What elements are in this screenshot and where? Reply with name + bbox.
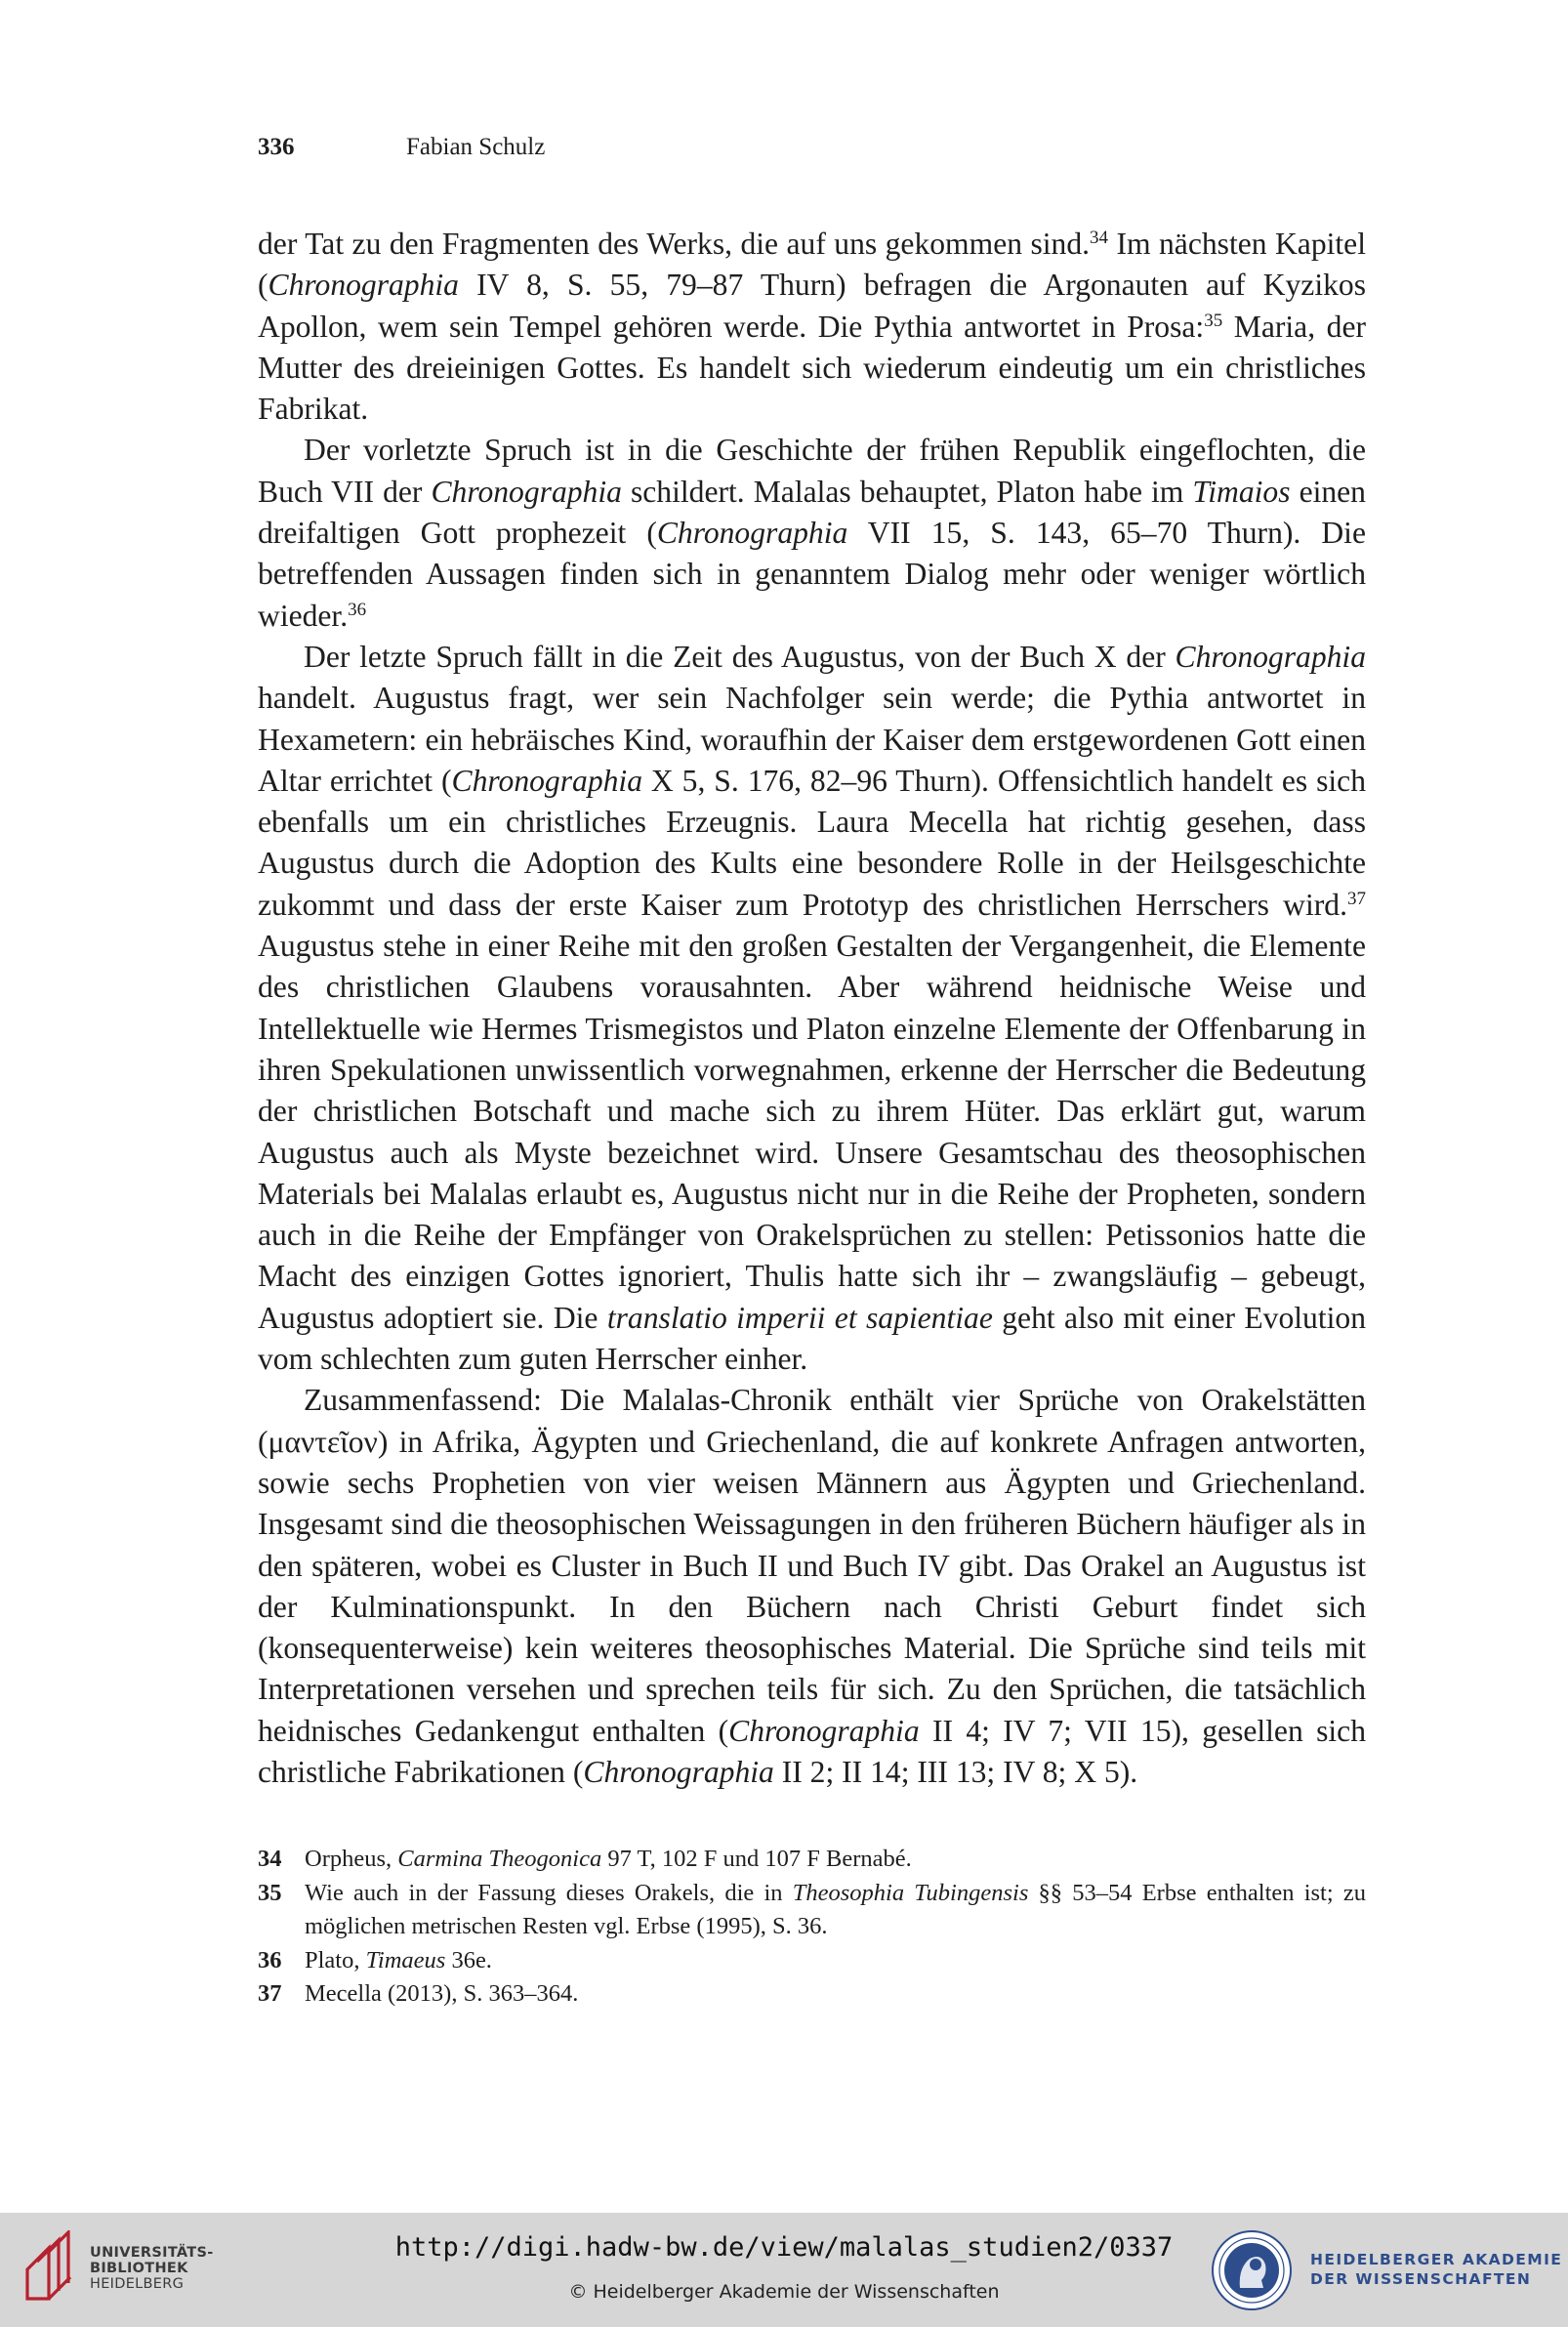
text-run: X 5, S. 176, 82–96 Thurn). Offensichtlich handelt es sich ebenfalls um ein christliches Erzeugnis. Laura Mecella hat richtig gesehen, dass Augustus durch die Adoption des Kults eine besondere Rolle in der Heilsgeschichte zukommt und dass der erste Kaiser zum Prototyp des christlichen Herrschers wird. [258, 763, 1366, 922]
text-run: 97 T, 102 F und 107 F Bernabé. [601, 1846, 912, 1872]
paragraph-2 [258, 430, 1366, 636]
ub-line: UNIVERSITÄTS- [90, 2245, 214, 2261]
text-run: IV 8, S. 55, 79–87 Thurn) befragen die Argonauten auf Kyzikos Apollon, wem sein Tempel gehören werde. Die Pythia antwortet in Prosa: [258, 268, 1366, 344]
text-run: handelt. Augustus fragt, wer sein Nachfolger sein werde; die Pythia antwortet in Hexametern: ein hebräisches Kind, woraufhin der Kaiser dem erstgewordenen Gott einen Altar errichtet ( [258, 681, 1366, 798]
text-run: II 4; IV 7; VII 15), gesellen sich christliche Fabrikationen ( [258, 1713, 1366, 1789]
footnote-text [305, 1877, 1366, 1944]
text-run: Mecella (2013), S. 363–364. [305, 1980, 579, 2007]
text-run: II 2; II 14; III 13; IV 8; X 5). [773, 1754, 1138, 1789]
footnote-number: 34 [258, 1846, 282, 1872]
running-head-author: Fabian Schulz [406, 134, 546, 160]
italic-title: Chronographia [451, 763, 642, 798]
italic-title: Chronographia [1175, 639, 1366, 674]
text-run: Im nächsten Kapitel ( [258, 227, 1366, 303]
paragraph-3 [258, 637, 1366, 1380]
body-text [258, 224, 1366, 1793]
text-run: geht also mit einer Evolution vom schlechten zum guten Herrscher einher. [258, 1300, 1367, 1377]
source-url-link[interactable]: http://digi.hadw-bw.de/view/malalas_studien2/0337 [394, 2232, 1174, 2263]
text-run: Orpheus, [305, 1846, 398, 1872]
italic-title: Carmina Theogonica [397, 1846, 602, 1872]
copyright-notice: © Heidelberger Akademie der Wissenschaften [568, 2281, 1000, 2303]
footnote-ref-36[interactable]: 36 [348, 599, 367, 620]
text-run: Plato, [305, 1946, 366, 1974]
footnote-number: 37 [258, 1980, 282, 2007]
text-run: schildert. Malalas behauptet, Platon habe im [621, 474, 1193, 509]
italic-title: Chronographia [268, 268, 459, 303]
text-run: Wie auch in der Fassung dieses Orakels, die in [305, 1879, 793, 1906]
footnote-35 [258, 1877, 1366, 1944]
text-run: Maria, der Mutter des dreieinigen Gottes. Es handelt sich wiederum eindeutig um ein christliches Fabrikat. [258, 309, 1366, 427]
italic-title: Theosophia Tubingensis [792, 1879, 1029, 1906]
academy-line: HEIDELBERGER AKADEMIE [1310, 2251, 1563, 2268]
academy-seal-icon[interactable] [1211, 2229, 1293, 2311]
italic-title: Timaeus [365, 1946, 446, 1974]
page-number: 336 [258, 134, 295, 160]
footnote-text [305, 1944, 1366, 1978]
academy-line: DER WISSENSCHAFTEN [1310, 2270, 1532, 2288]
ub-line: HEIDELBERG [90, 2276, 185, 2292]
text-run: Augustus stehe in einer Reihe mit den großen Gestalten der Vergangenheit, die Elemente des christlichen Glaubens vorausahnten. Aber während heidnische Weise und Intellektuelle wie Hermes Trismegistos und Platon einzelne Elemente der Offenbarung in ihren Spekulationen unwissentlich vorwegnahmen, erkenne der Herrscher die Bedeutung der christlichen Botschaft und mache sich zu ihrem Hüter. Das erklärt gut, warum Augustus auch als Myste bezeichnet wird. Unsere Gesamtschau des theosophischen Materials bei Malalas erlaubt es, Augustus nicht nur in die Reihe der Propheten, sondern auch in die Reihe der Empfänger von Orakelsprüchen zu stellen: Petissonios hatte die Macht des einzigen Gottes ignoriert, Thulis hatte sich ihr – zwangsläufig – gebeugt, Augustus adoptiert sie. Die [258, 929, 1366, 1335]
text-run: 36e. [445, 1946, 492, 1974]
footnote-number: 36 [258, 1946, 282, 1974]
footnote-number: 35 [258, 1879, 282, 1906]
footnote-ref-37[interactable]: 37 [1347, 888, 1366, 909]
text-run: §§ 53–54 Erbse enthalten ist; zu möglichen metrischen Resten vgl. Erbse (1995), S. 36. [305, 1879, 1366, 1939]
footnote-37 [258, 1977, 1366, 2012]
italic-title: Chronographia [656, 516, 848, 551]
footnote-34 [258, 1843, 1366, 1877]
footnote-ref-35[interactable]: 35 [1204, 310, 1223, 331]
paragraph-4 [258, 1380, 1366, 1793]
academy-name [1310, 2250, 1562, 2289]
italic-title: Chronographia [431, 474, 622, 509]
text-run: der Tat zu den Fragmenten des Werks, die auf uns gekommen sind. [258, 227, 1091, 261]
italic-title: Chronographia [728, 1713, 920, 1748]
italic-title: Chronographia [583, 1754, 774, 1789]
footnote-text [305, 1843, 1366, 1877]
text-run: Zusammenfassend: Die Malalas-Chronik enthält vier Sprüche von Orakelstätten (μαντεῖον) in Afrika, Ägypten und Griechenland, die auf konkrete Anfragen antworten, sowie sechs Prophetien von vier weisen Männern aus Ägypten und Griechenland. Insgesamt sind die theosophischen Weissagungen in den früheren Büchern häufiger als in den späteren, wobei es Cluster in Buch II und Buch IV gibt. Das Orakel an Augustus ist der Kulminationspunkt. In den Büchern nach Christi Geburt findet sich (konsequenterweise) kein weiteres theosophisches Material. Die Sprüche sind teils mit Interpretationen versehen und sprechen teils für sich. Zu den Sprüchen, die tatsächlich heidnisches Gedankengut enthalten ( [258, 1383, 1366, 1748]
italic-phrase: translatio imperii et sapientiae [606, 1300, 993, 1335]
footnote-ref-34[interactable]: 34 [1090, 228, 1109, 248]
text-run: Der vorletzte Spruch ist in die Geschichte der frühen Republik eingeflochten, die Buch VII der [258, 433, 1366, 509]
text-run: einen dreifaltigen Gott prophezeit ( [258, 474, 1366, 551]
footnotes [258, 1843, 1366, 2012]
italic-title: Timaios [1192, 474, 1291, 509]
ub-line: BIBLIOTHEK [90, 2261, 188, 2276]
paragraph-1 [258, 224, 1366, 430]
text-run: Der letzte Spruch fällt in die Zeit des Augustus, von der Buch X der [304, 639, 1176, 674]
footnote-36 [258, 1944, 1366, 1978]
footnote-text [305, 1977, 1366, 2012]
text-run: VII 15, S. 143, 65–70 Thurn). Die betreffenden Aussagen finden sich in genanntem Dialog mehr oder weniger wörtlich wieder. [258, 516, 1366, 633]
running-head [258, 132, 545, 163]
viewer-footer [0, 2213, 1568, 2327]
